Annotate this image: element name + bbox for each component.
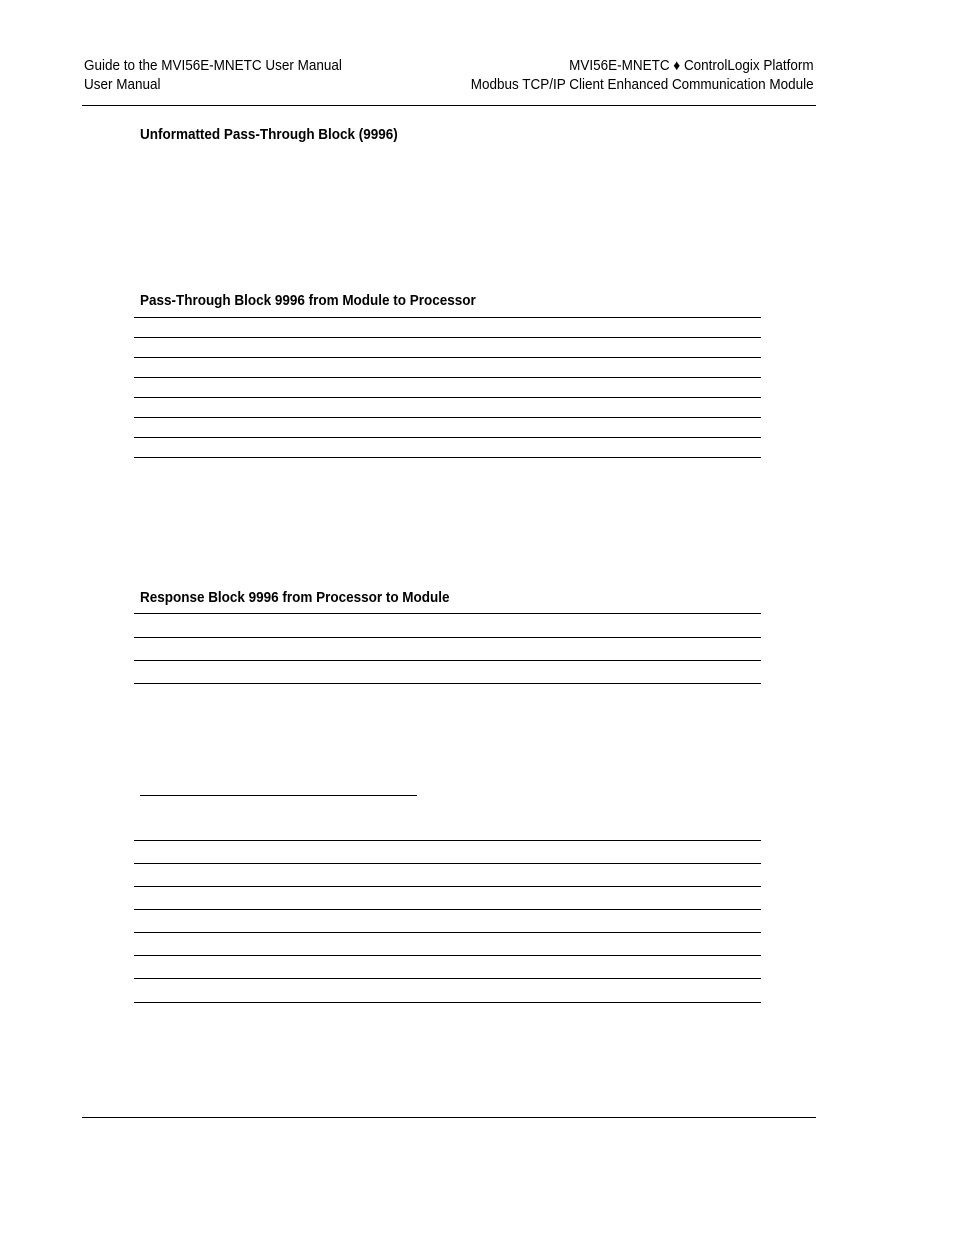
table-rule [134,637,761,638]
table-rule [134,840,761,841]
table-rule [134,377,761,378]
header-rule [82,105,816,106]
table-rule [134,660,761,661]
footer-rule [82,1117,816,1118]
header-right [471,57,814,95]
table-rule [134,683,761,684]
table-rule [134,417,761,418]
table-rule [134,863,761,864]
table-rule [134,978,761,979]
table-rule [134,457,761,458]
table-rule [134,437,761,438]
header-left [84,57,342,95]
response-table-title: Response Block 9996 from Processor to Module [140,590,450,606]
section-title: Unformatted Pass-Through Block (9996) [140,127,398,143]
table-rule [134,337,761,338]
table-rule [134,613,761,614]
table-rule [134,1002,761,1003]
table-rule [134,317,761,318]
table-rule [134,886,761,887]
table-rule [134,357,761,358]
subsection-underline [140,795,417,796]
product-description: Modbus TCP/IP Client Enhanced Communication Module [471,77,814,93]
table-rule [134,397,761,398]
table-rule [134,909,761,910]
pass-through-table-title: Pass-Through Block 9996 from Module to Processor [140,293,476,309]
doc-type: User Manual [84,77,161,93]
table-rule [134,932,761,933]
doc-guide-title: Guide to the MVI56E-MNETC User Manual [84,58,342,74]
table-rule [134,955,761,956]
product-platform: MVI56E-MNETC ♦ ControlLogix Platform [569,58,814,74]
